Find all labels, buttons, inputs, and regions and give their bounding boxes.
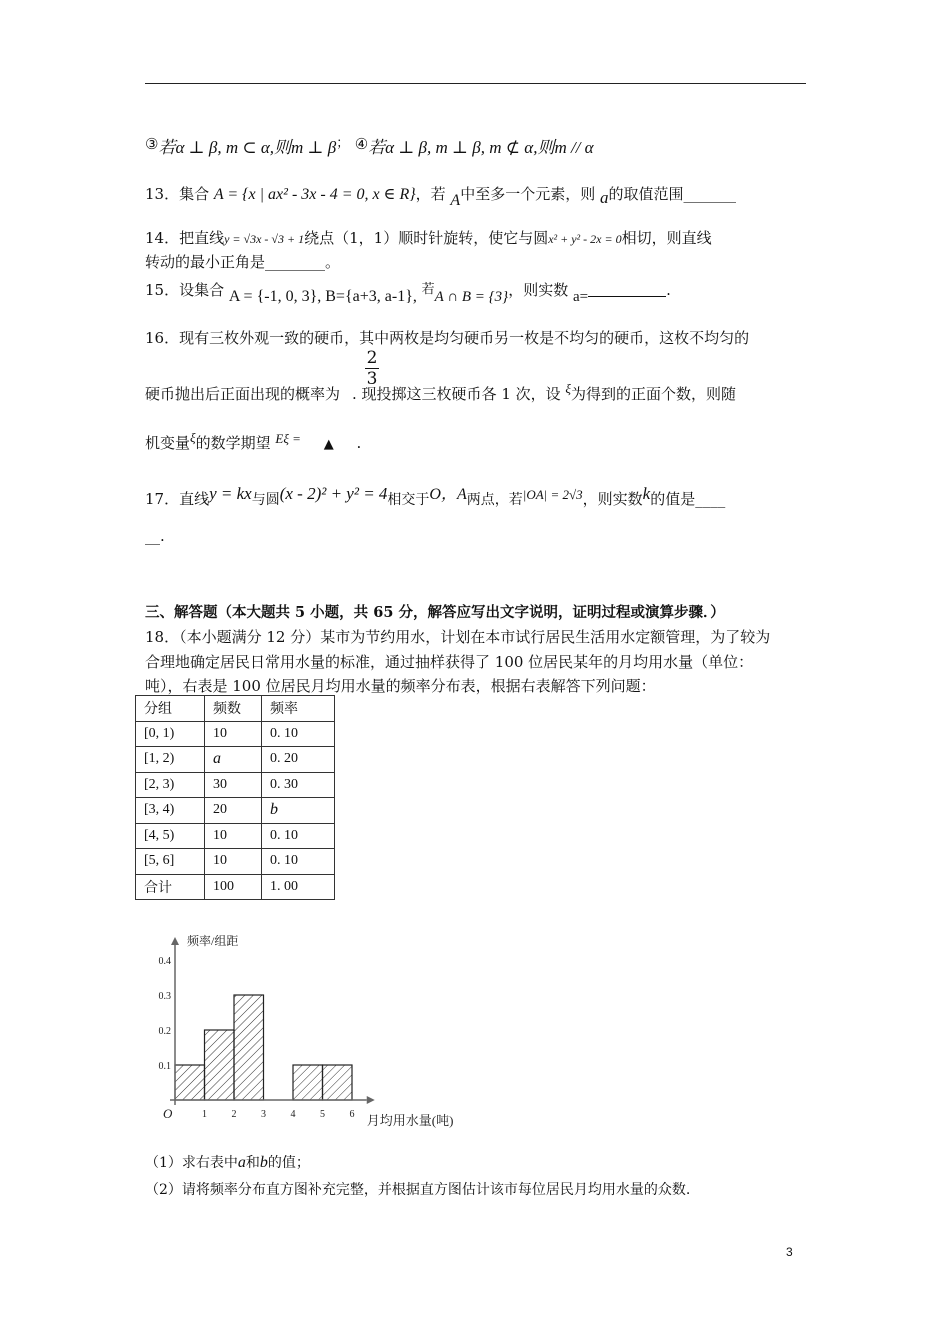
table-row xyxy=(136,772,335,798)
q17-text2: 两点，若 xyxy=(466,492,523,508)
page-number: 3 xyxy=(786,1245,793,1259)
proposition-3: 若α ⊥ β, m ⊂ α,则m ⊥ β xyxy=(158,138,337,157)
table-header-row xyxy=(136,696,335,722)
table-cell: [3, 4) xyxy=(136,798,205,824)
table-header-cell: 频数 xyxy=(205,696,262,722)
histogram-bar xyxy=(205,1030,235,1100)
y-tick-label: 0.3 xyxy=(158,991,171,1002)
table-cell: 0. 20 xyxy=(262,747,335,773)
x-tick-label: 2 xyxy=(231,1109,237,1120)
histogram-bar xyxy=(293,1065,323,1100)
marker-4: ④ xyxy=(354,135,369,153)
histogram-bar xyxy=(175,1065,205,1100)
q16-expectation: Eξ = xyxy=(275,431,301,446)
q18-sub2 xyxy=(145,1179,690,1199)
proposition-4: 若α ⊥ β, m ⊥ β, m ⊄ α,则m // α xyxy=(368,138,594,157)
q16-line1: 16．现有三枚外观一致的硬币，其中两枚是均匀硬币另一枚是不均匀的硬币，这枚不均匀的 xyxy=(145,329,750,347)
x-tick-label: 6 xyxy=(349,1109,355,1120)
q18-sub1-b: b xyxy=(259,1154,268,1171)
x-axis-label: 月均用水量(吨) xyxy=(366,1113,454,1128)
table-cell: [2, 3) xyxy=(136,772,205,798)
q14-line2: 转动的最小正角是________。 xyxy=(145,253,341,271)
q15-sets: A = {-1, 0, 3}, B={a+3, a-1}, xyxy=(228,288,417,305)
q15-tail: ，则实数 xyxy=(508,281,569,299)
q16-line2c: 为得到的正面个数，则随 xyxy=(571,385,737,403)
y-tick-label: 0.1 xyxy=(158,1061,171,1072)
q17-condition: |OA| = 2√3 xyxy=(522,487,583,502)
q18-line2: 合理地确定居民日常用水量的标准，通过抽样获得了 100 位居民某年的月均用水量（单位： xyxy=(145,653,754,671)
q17-text4: 的值是____ xyxy=(650,490,726,508)
table-row xyxy=(136,721,335,747)
q17-label: 17．直线 xyxy=(145,490,210,508)
table-cell: [1, 2) xyxy=(136,747,205,773)
q13-label: 13．集合 xyxy=(145,185,210,203)
q15-label: 15．设集合 xyxy=(145,281,225,299)
question-17-cont xyxy=(145,527,165,545)
y-axis-arrow-icon xyxy=(171,937,179,945)
proposition-line xyxy=(145,132,594,158)
q15-end: . xyxy=(666,281,671,299)
histogram-bar xyxy=(234,995,264,1100)
q17-points: O，A xyxy=(429,486,467,503)
q15-answer-label: a= xyxy=(572,289,589,305)
q13-set-a: A xyxy=(450,192,461,209)
table-header-cell: 分组 xyxy=(136,696,205,722)
q18-sub1 xyxy=(145,1152,310,1172)
question-17 xyxy=(145,486,725,509)
question-15 xyxy=(145,279,671,305)
table-cell: 合计 xyxy=(136,874,205,900)
histogram-bar xyxy=(323,1065,353,1100)
marker-3: ③ xyxy=(145,135,159,153)
q15-cond: A ∩ B = {3} xyxy=(434,289,509,305)
y-tick-label: 0.4 xyxy=(158,956,171,967)
table-row xyxy=(136,798,335,824)
q17-circle: (x - 2)² + y² = 4 xyxy=(279,484,388,503)
q14-circle: x² + y² - 2x = 0 xyxy=(548,232,622,246)
table-cell: 0. 30 xyxy=(262,772,335,798)
table-cell: 10 xyxy=(205,823,262,849)
question-16-line1 xyxy=(145,327,749,348)
q15-ruo: 若 xyxy=(421,282,435,297)
x-tick-label: 3 xyxy=(261,1109,266,1120)
q13-var: a xyxy=(600,188,609,207)
table-row xyxy=(136,823,335,849)
header-rule xyxy=(145,83,806,84)
table-cell: b xyxy=(262,798,335,824)
table-cell: 10 xyxy=(205,721,262,747)
q17-with: 与圆 xyxy=(251,492,280,508)
separator: ； xyxy=(336,136,350,151)
q13-tail: 的取值范围_______ xyxy=(608,185,737,203)
q17-line: y = kx xyxy=(209,484,252,503)
q18-line1: 18．（本小题满分 12 分）某市为节约用水，计划在本市试行居民生活用水定额管理，为了较为 xyxy=(145,628,771,646)
y-axis-label: 频率/组距 xyxy=(187,934,239,948)
q16-line3c: . xyxy=(356,434,362,452)
q18-line3: 吨），右表是 100 位居民月均用水量的频率分布表，根据右表解答下列问题： xyxy=(145,677,656,695)
q18-sub1-a: a xyxy=(237,1154,246,1171)
table-row xyxy=(136,747,335,773)
q16-line3a: 机变量 xyxy=(145,434,191,452)
table-cell: 10 xyxy=(205,849,262,875)
q18-sub1a: （1）求右表中 xyxy=(145,1155,238,1171)
q18-sub1b: 和 xyxy=(245,1155,260,1171)
q18-sub1c: 的值； xyxy=(267,1155,310,1171)
q17-text3: ，则实数 xyxy=(582,490,643,508)
table-header-cell: 频率 xyxy=(262,696,335,722)
x-axis-arrow-icon xyxy=(367,1096,375,1104)
q18-sub2-text: （2）请将频率分布直方图补充完整，并根据直方图估计该市每位居民月均用水量的众数. xyxy=(145,1182,691,1198)
y-tick-label: 0.2 xyxy=(158,1026,171,1037)
q15-blank xyxy=(588,296,666,297)
table-cell: [5, 6] xyxy=(136,849,205,875)
table-row xyxy=(136,849,335,875)
q16-xi: ξ xyxy=(565,381,571,396)
q13-formula: A = {x | ax² - 3x - 4 = 0, x ∈ R} xyxy=(213,186,416,203)
table-cell: a xyxy=(205,747,262,773)
question-13 xyxy=(145,183,737,209)
q16-frac-den: 3 xyxy=(366,369,378,389)
table-row xyxy=(136,874,335,900)
q16-line3b: 的数学期望 xyxy=(195,434,271,452)
q17-cont: __. xyxy=(145,527,165,545)
q14-label: 14．把直线 xyxy=(145,229,225,247)
table-cell: [0, 1) xyxy=(136,721,205,747)
q14-text2: 相切，则直线 xyxy=(621,229,712,247)
frequency-table xyxy=(135,695,335,900)
x-tick-label: 1 xyxy=(202,1109,207,1120)
table-cell: [4, 5) xyxy=(136,823,205,849)
table-cell: 20 xyxy=(205,798,262,824)
origin-label: O xyxy=(163,1106,173,1121)
q14-text1: 绕点（1，1）顺时针旋转，使它与圆 xyxy=(304,229,549,247)
q17-var: k xyxy=(642,484,651,503)
section-3-heading xyxy=(145,601,725,622)
question-14 xyxy=(145,227,712,248)
frequency-histogram xyxy=(150,920,530,1130)
table-cell: 0. 10 xyxy=(262,721,335,747)
section-3-heading-text: 三、解答题（本大题共 5 小题，共 65 分，解答应写出文字说明，证明过程或演算步骤．） xyxy=(145,604,725,621)
table-cell: 100 xyxy=(205,874,262,900)
table-cell: 0. 10 xyxy=(262,823,335,849)
x-tick-label: 4 xyxy=(290,1109,296,1120)
table-cell: 0. 10 xyxy=(262,849,335,875)
q17-text1: 相交于 xyxy=(387,492,430,508)
q16-frac-num: 2 xyxy=(366,348,378,368)
q16-xi-2: ξ xyxy=(190,430,196,445)
question-16-line2 xyxy=(145,383,736,404)
q16-line2b: . 现投掷这三枚硬币各 1 次，设 xyxy=(352,385,561,403)
table-cell: 1. 00 xyxy=(262,874,335,900)
q14-line: y = √3x - √3 + 1 xyxy=(224,232,305,246)
answer-triangle-icon: ▲ xyxy=(323,437,334,452)
table-cell: 30 xyxy=(205,772,262,798)
x-tick-label: 5 xyxy=(320,1109,325,1120)
question-14-cont xyxy=(145,251,340,272)
q13-text: 中至多一个元素，则 xyxy=(460,185,596,203)
q13-mid: ，若 xyxy=(415,185,446,203)
question-16-line3 xyxy=(145,432,361,453)
q16-line2a: 硬币抛出后正面出现的概率为 xyxy=(145,385,341,403)
